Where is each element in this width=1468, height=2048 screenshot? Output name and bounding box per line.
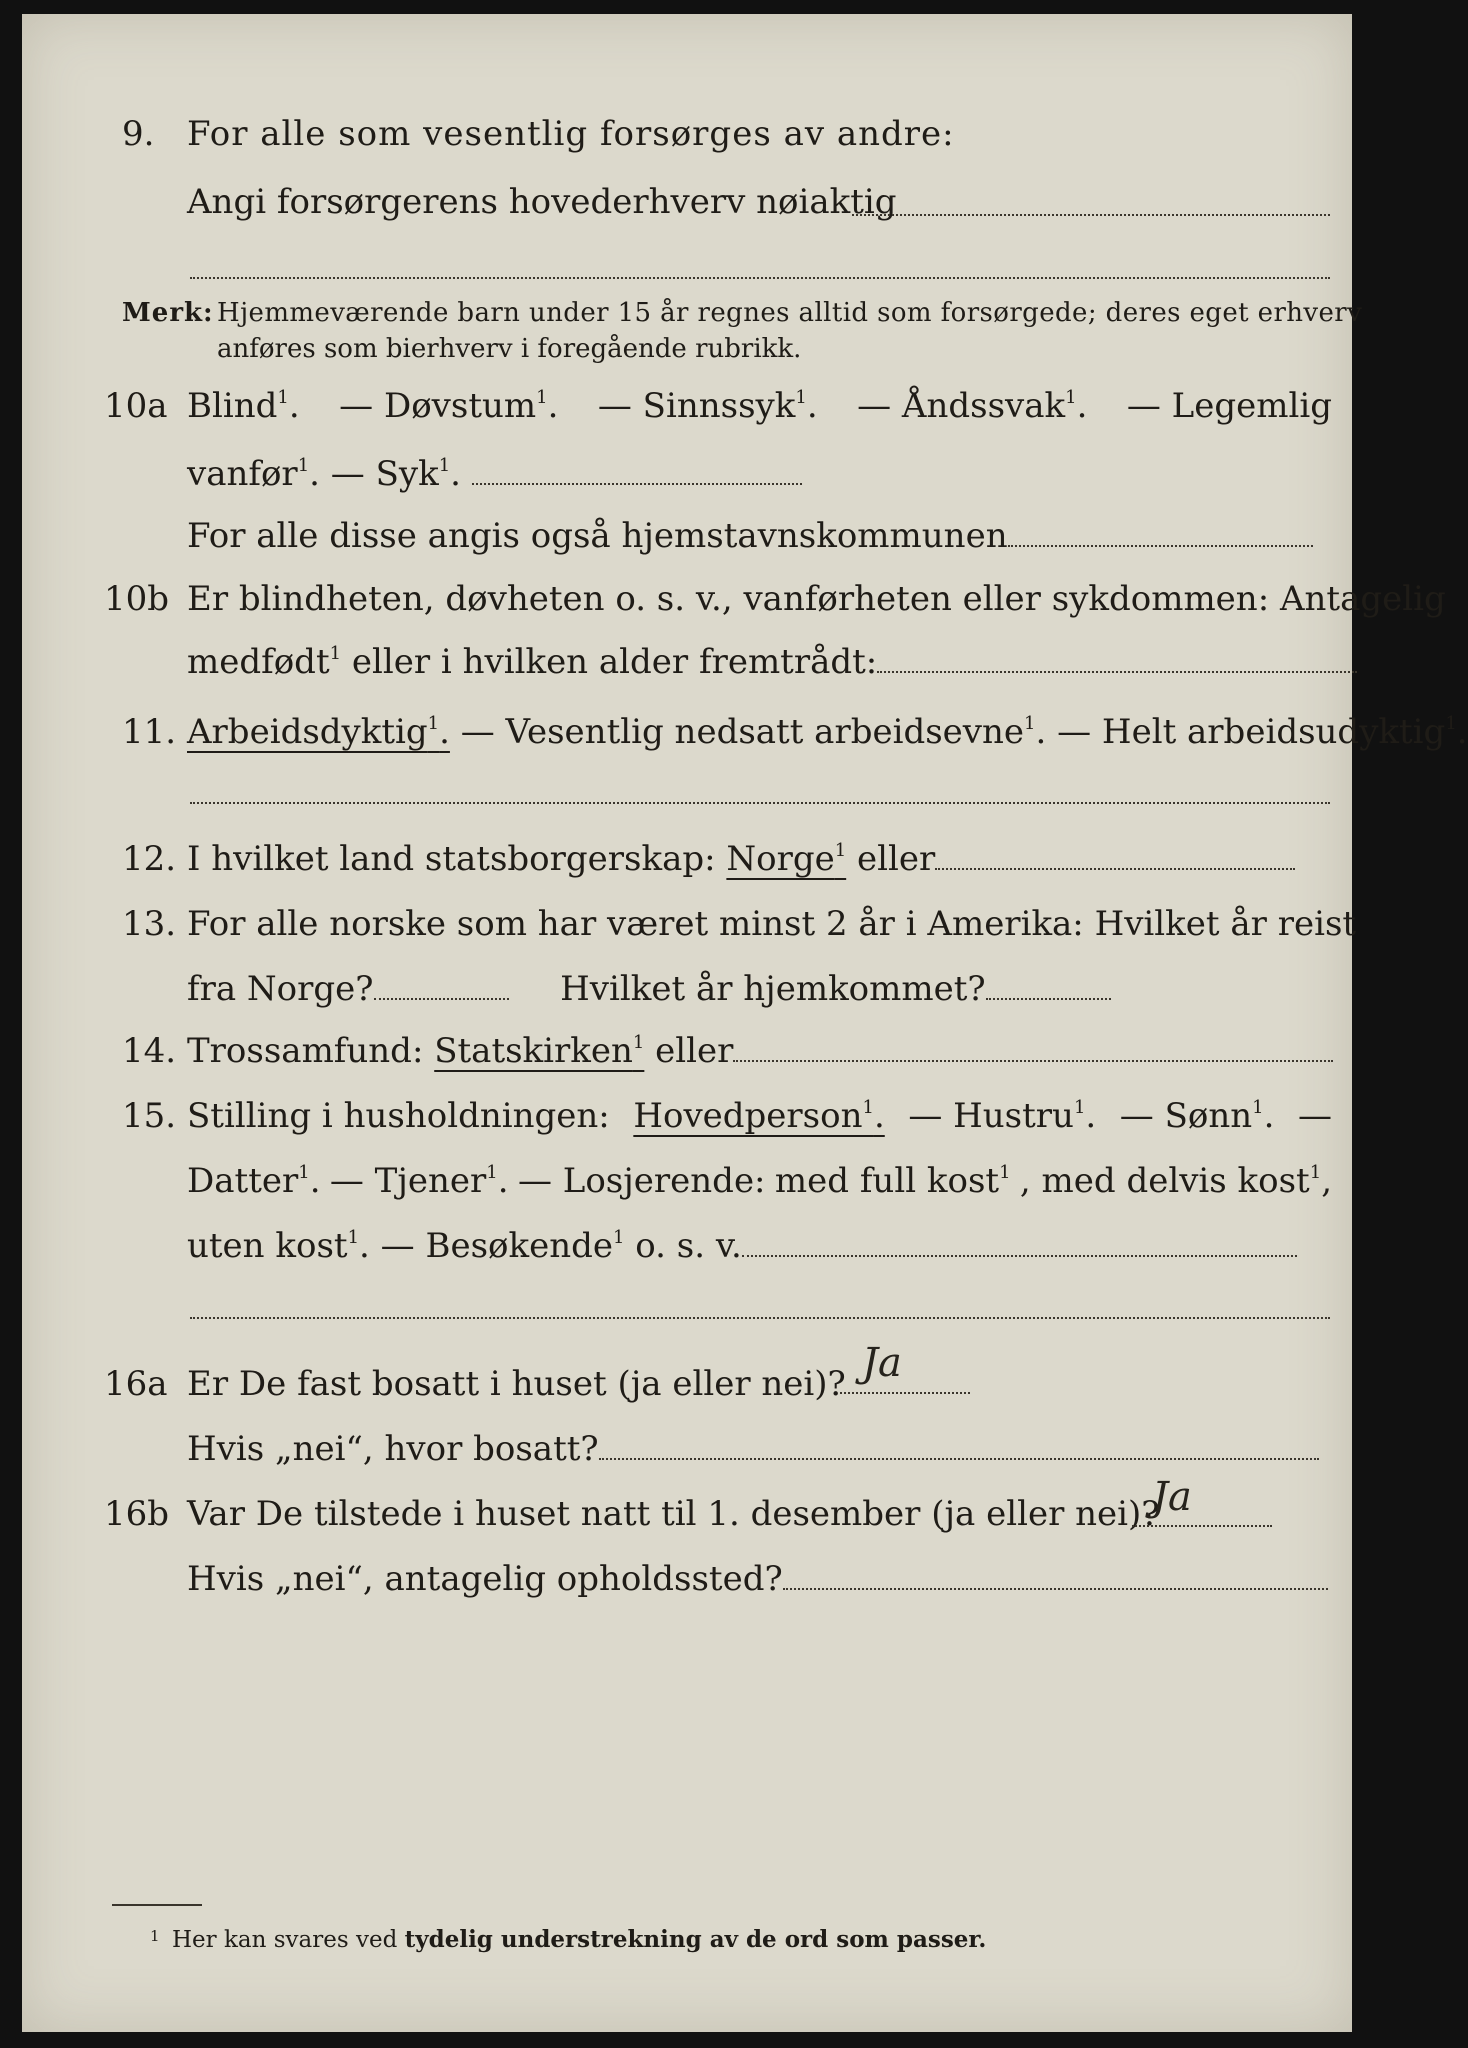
q16a-answer-line[interactable] — [840, 1392, 970, 1394]
q9-text-2: Angi forsørgerens hovederhverv nøiaktig — [187, 182, 897, 222]
option-besokende[interactable]: — Besøkende$^1$ — [380, 1226, 625, 1266]
footnote-mark: 1 — [150, 1927, 160, 1945]
option-sinnssyk[interactable]: — Sinnssyk$^1$. — [597, 386, 818, 426]
q16b-number: 16b — [104, 1494, 170, 1534]
option-syk[interactable]: — Syk$^1$. — [330, 454, 461, 494]
option-statskirken[interactable]: Statskirken$^1$ — [434, 1031, 645, 1071]
option-blind[interactable]: Blind$^1$. — [187, 386, 300, 426]
q9-answer-line[interactable] — [852, 214, 1330, 216]
option-arbeidsdyktig[interactable]: Arbeidsdyktig$^1$. — [187, 712, 450, 752]
q9-answer-line-2[interactable] — [190, 277, 1330, 279]
hjemkommet-answer-line[interactable] — [986, 998, 1111, 1000]
option-vanfor[interactable]: vanfør$^1$. — [187, 454, 320, 494]
option-norge[interactable]: Norge$^1$ — [726, 839, 847, 879]
footnote-text: Her kan svares ved tydelig understrekning av de ord som passer. — [172, 1926, 987, 1953]
q16b-text: Var De tilstede i huset natt til 1. desember (ja eller nei)? — [187, 1494, 1160, 1534]
option-udyktig[interactable]: — Helt arbeidsudyktig$^1$. — [1057, 712, 1468, 752]
option-dovstum[interactable]: — Døvstum$^1$. — [339, 386, 559, 426]
q13-text: For alle norske som har været minst 2 år i Amerika: Hvilket år reist — [187, 904, 1357, 944]
merk-label: Merk: — [122, 298, 214, 328]
q11-number: 11. — [122, 712, 177, 752]
reist-answer-line[interactable] — [374, 998, 509, 1000]
stilling-answer-line[interactable] — [742, 1255, 1297, 1257]
q16b-line2: Hvis „nei“, antagelig opholdssted? — [187, 1559, 1328, 1599]
q16b-handwritten-answer[interactable]: Ja — [1152, 1474, 1192, 1520]
q12-text: I hvilket land statsborgerskap: Norge$^1$ eller — [187, 839, 1295, 879]
q9-number: 9. — [122, 114, 155, 154]
option-datter[interactable]: Datter$^1$. — [187, 1161, 321, 1201]
q16a-handwritten-answer[interactable]: Ja — [862, 1340, 902, 1386]
q10a-line3: For alle disse angis også hjemstavnskommunen — [187, 516, 1313, 556]
option-uten-kost[interactable]: uten kost$^1$. — [187, 1226, 370, 1266]
footnote-divider — [112, 1904, 202, 1906]
statsborgerskap-answer-line[interactable] — [935, 868, 1295, 870]
opholdssted-answer-line[interactable] — [783, 1588, 1328, 1590]
syk-answer-line[interactable] — [472, 483, 802, 485]
option-nedsatt[interactable]: — Vesentlig nedsatt arbeidsevne$^1$. — [460, 712, 1047, 752]
q10a-line2 — [187, 454, 802, 494]
q11-answer-line[interactable] — [190, 802, 1330, 804]
q16a-line2: Hvis „nei“, hvor bosatt? — [187, 1429, 1319, 1469]
q11-options — [187, 712, 1468, 752]
q10b-number: 10b — [104, 579, 170, 619]
merk-text-2: anføres som bierhverv i foregående rubrikk. — [217, 334, 802, 364]
option-hustru[interactable]: — Hustru$^1$. — [908, 1096, 1097, 1136]
q14-number: 14. — [122, 1031, 177, 1071]
trossamfund-answer-line[interactable] — [733, 1060, 1333, 1062]
option-full-kost[interactable]: med full kost$^1$ — [774, 1161, 1011, 1201]
option-delvis-kost[interactable]: , med delvis kost$^1$, — [1019, 1161, 1332, 1201]
option-tjener[interactable]: — Tjener$^1$. — [329, 1161, 509, 1201]
alder-answer-line[interactable] — [877, 671, 1357, 673]
q15-number: 15. — [122, 1096, 177, 1136]
merk-text: Hjemmeværende barn under 15 år regnes alltid som forsørgede; deres eget erhverv — [217, 298, 1363, 328]
q16a-text: Er De fast bosatt i huset (ja eller nei)? — [187, 1364, 846, 1404]
q9-text: For alle som vesentlig forsørges av andre: — [187, 114, 955, 154]
q10b-text: Er blindheten, døvheten o. s. v., vanførheten eller sykdommen: Antagelig — [187, 579, 1446, 619]
q10b-line2: medfødt$^1$ eller i hvilken alder fremtrådt: — [187, 642, 1357, 682]
option-medfodt[interactable]: medfødt$^1$ — [187, 642, 342, 682]
q12-number: 12. — [122, 839, 177, 879]
q16a-number: 16a — [104, 1364, 168, 1404]
option-andssvak[interactable]: — Åndssvak$^1$. — [857, 386, 1088, 426]
q15-options-2: Datter$^1$. — Tjener$^1$. — Losjerende: med full kost$^1$ , med delvis kost$^1$, — [187, 1161, 1332, 1201]
option-sonn[interactable]: — Sønn$^1$. — [1119, 1096, 1275, 1136]
q15-answer-line[interactable] — [190, 1317, 1330, 1319]
q16b-answer-line[interactable] — [1132, 1525, 1272, 1527]
option-legemlig[interactable]: — Legemlig — [1126, 386, 1332, 426]
q10a-number: 10a — [104, 386, 168, 426]
q10a-options — [187, 386, 1332, 426]
q13-line2: fra Norge? Hvilket år hjemkommet? — [187, 969, 1111, 1009]
q13-number: 13. — [122, 904, 177, 944]
census-form-page — [22, 14, 1468, 2032]
q14-text: Trossamfund: Statskirken$^1$ eller — [187, 1031, 1333, 1071]
hjemstavn-answer-line[interactable] — [1008, 545, 1313, 547]
q15-line3: uten kost$^1$. — Besøkende$^1$ o. s. v. — [187, 1226, 1297, 1266]
option-hovedperson[interactable]: Hovedperson$^1$. — [633, 1096, 885, 1136]
bosatt-answer-line[interactable] — [599, 1458, 1319, 1460]
q15-options: Stilling i husholdningen: Hovedperson$^1$. — Hustru$^1$. — Sønn$^1$. — — [187, 1096, 1332, 1136]
